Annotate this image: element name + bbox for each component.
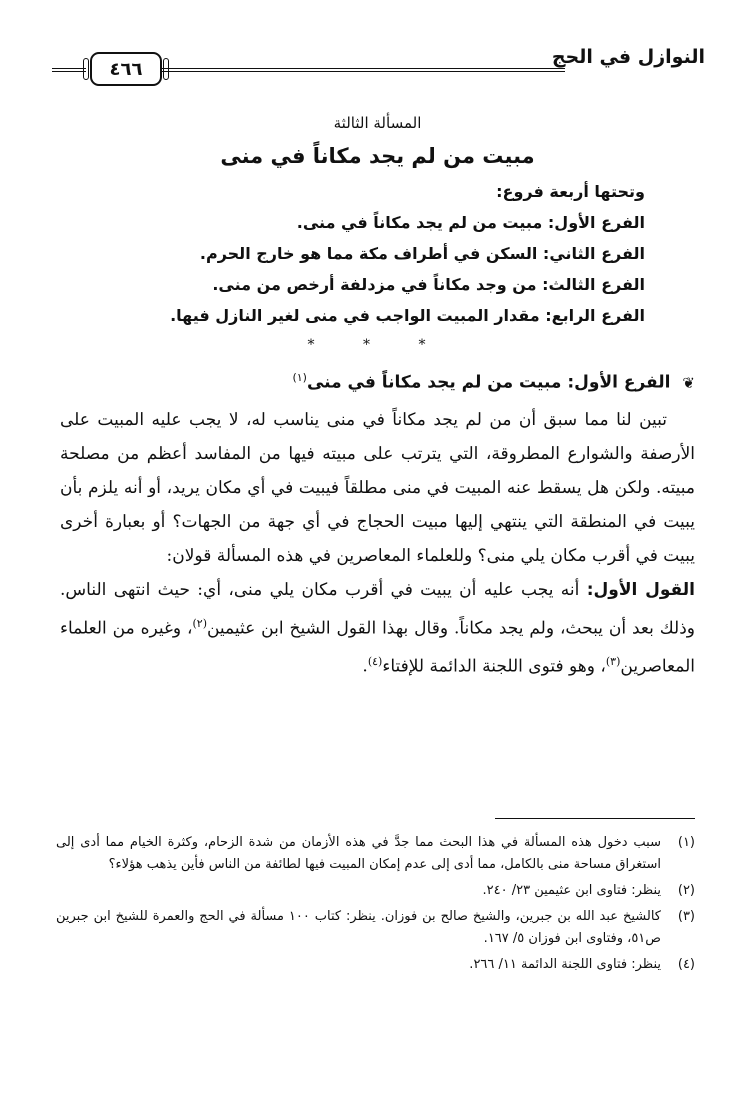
page-header <box>52 44 705 80</box>
section-heading-text: الفرع الأول: مبيت من لم يجد مكاناً في منى <box>306 372 671 393</box>
footnote-text: سبب دخول هذه المسألة في هذا البحث مما جدَّ في هذه الأزمان من شدة الزحام، وكثرة الخيام مما أدى إلى استغراق مساحة منى بالكامل، مما أدى إلى عدم إمكان المبيت فيها لطائفة من الناس فأين يذهب هؤلاء؟ <box>56 835 661 872</box>
paragraph-text: أنه يجب عليه أن يبيت في أقرب مكان يلي منى، أي: حيث انتهى الناس. وذلك بعد أن يبحث، ولم يجد مكاناً. وقال بهذا القول الشيخ ابن عثيمين <box>60 579 695 639</box>
header-rule <box>162 68 565 72</box>
footnote-ref: (٤) <box>367 655 383 669</box>
paragraph-text: ، وهو فتوى اللجنة الدائمة للإفتاء <box>382 656 606 677</box>
page-body <box>60 108 695 684</box>
issue-title: مبيت من لم يجد مكاناً في منى <box>220 144 535 168</box>
footnotes <box>56 832 695 980</box>
branch-item: الفرع الثاني: السكن في أطراف مكة مما هو خارج الحرم. <box>199 244 645 263</box>
branch-item: الفرع الثالث: من وجد مكاناً في مزدلفة أرخص من منى. <box>212 275 645 294</box>
footnote-number: (٢) <box>677 883 695 898</box>
first-opinion-label: القول الأول: <box>586 579 696 600</box>
branch-item: الفرع الأول: مبيت من لم يجد مكاناً في منى. <box>296 213 645 232</box>
running-title: النوازل في الحج <box>551 46 705 68</box>
footnote <box>56 832 695 876</box>
footnote-divider <box>495 818 695 819</box>
footnote-number: (٤) <box>677 957 695 972</box>
footnote-ref: (٣) <box>605 655 621 669</box>
branch-intro: وتحتها أربعة فروع: <box>496 182 645 201</box>
footnote-ref: (٢) <box>192 616 207 630</box>
footnote-text: ينظر: فتاوى اللجنة الدائمة ١١/ ٢٦٦. <box>469 957 661 972</box>
footnote-ref: (١) <box>292 371 307 384</box>
footnote-number: (١) <box>677 835 695 850</box>
header-rule-left <box>52 68 86 72</box>
branch-list <box>60 182 645 325</box>
section-separator: * * * <box>307 337 448 353</box>
branch-item: الفرع الرابع: مقدار المبيت الواجب في منى لغير النازل فيها. <box>170 306 645 325</box>
footnote <box>56 906 695 950</box>
footnote <box>56 880 695 902</box>
footnote-text: كالشيخ عبد الله بن جبرين، والشيخ صالح بن فوزان. ينظر: كتاب ١٠٠ مسألة في الحج والعمرة للشيخ ابن جبرين ص٥١، وفتاوى ابن فوزان ٥/ ١٦٧. <box>56 909 661 946</box>
footnote-text: ينظر: فتاوى ابن عثيمين ٢٣/ ٢٤٠. <box>482 883 661 898</box>
section-heading <box>60 371 695 393</box>
paragraph: تبين لنا مما سبق أن من لم يجد مكاناً في منى يناسب له، لا يجب عليه المبيت على الأرصفة والشوارع المطروقة، التي يترتب على مبيته فيها من المفاسد أعظم من مصلحة مبيته. ولكن هل يسقط عنه المبيت في منى مطلقاً فيبيت في أي مكان يريد، أو أنه يلزم بأن يبيت في المنطقة التي ينتهي إليها مبيت الحجاج في أي جهة من الجهات؟ أو بعبارة أخرى يبيت في أقرب مكان يلي منى؟ وللعلماء المعاصرين في هذه المسألة قولان: <box>60 409 695 566</box>
leaf-ornament-icon: ❦ <box>682 373 695 392</box>
page-number: ٤٦٦ <box>90 52 162 86</box>
paragraph-text: . <box>362 656 368 677</box>
paragraph <box>60 573 695 684</box>
footnote <box>56 954 695 976</box>
paragraph-text: ، وغيره من العلماء المعاصرين <box>60 618 695 677</box>
footnote-number: (٣) <box>677 909 695 924</box>
issue-label: المسألة الثالثة <box>333 114 422 132</box>
